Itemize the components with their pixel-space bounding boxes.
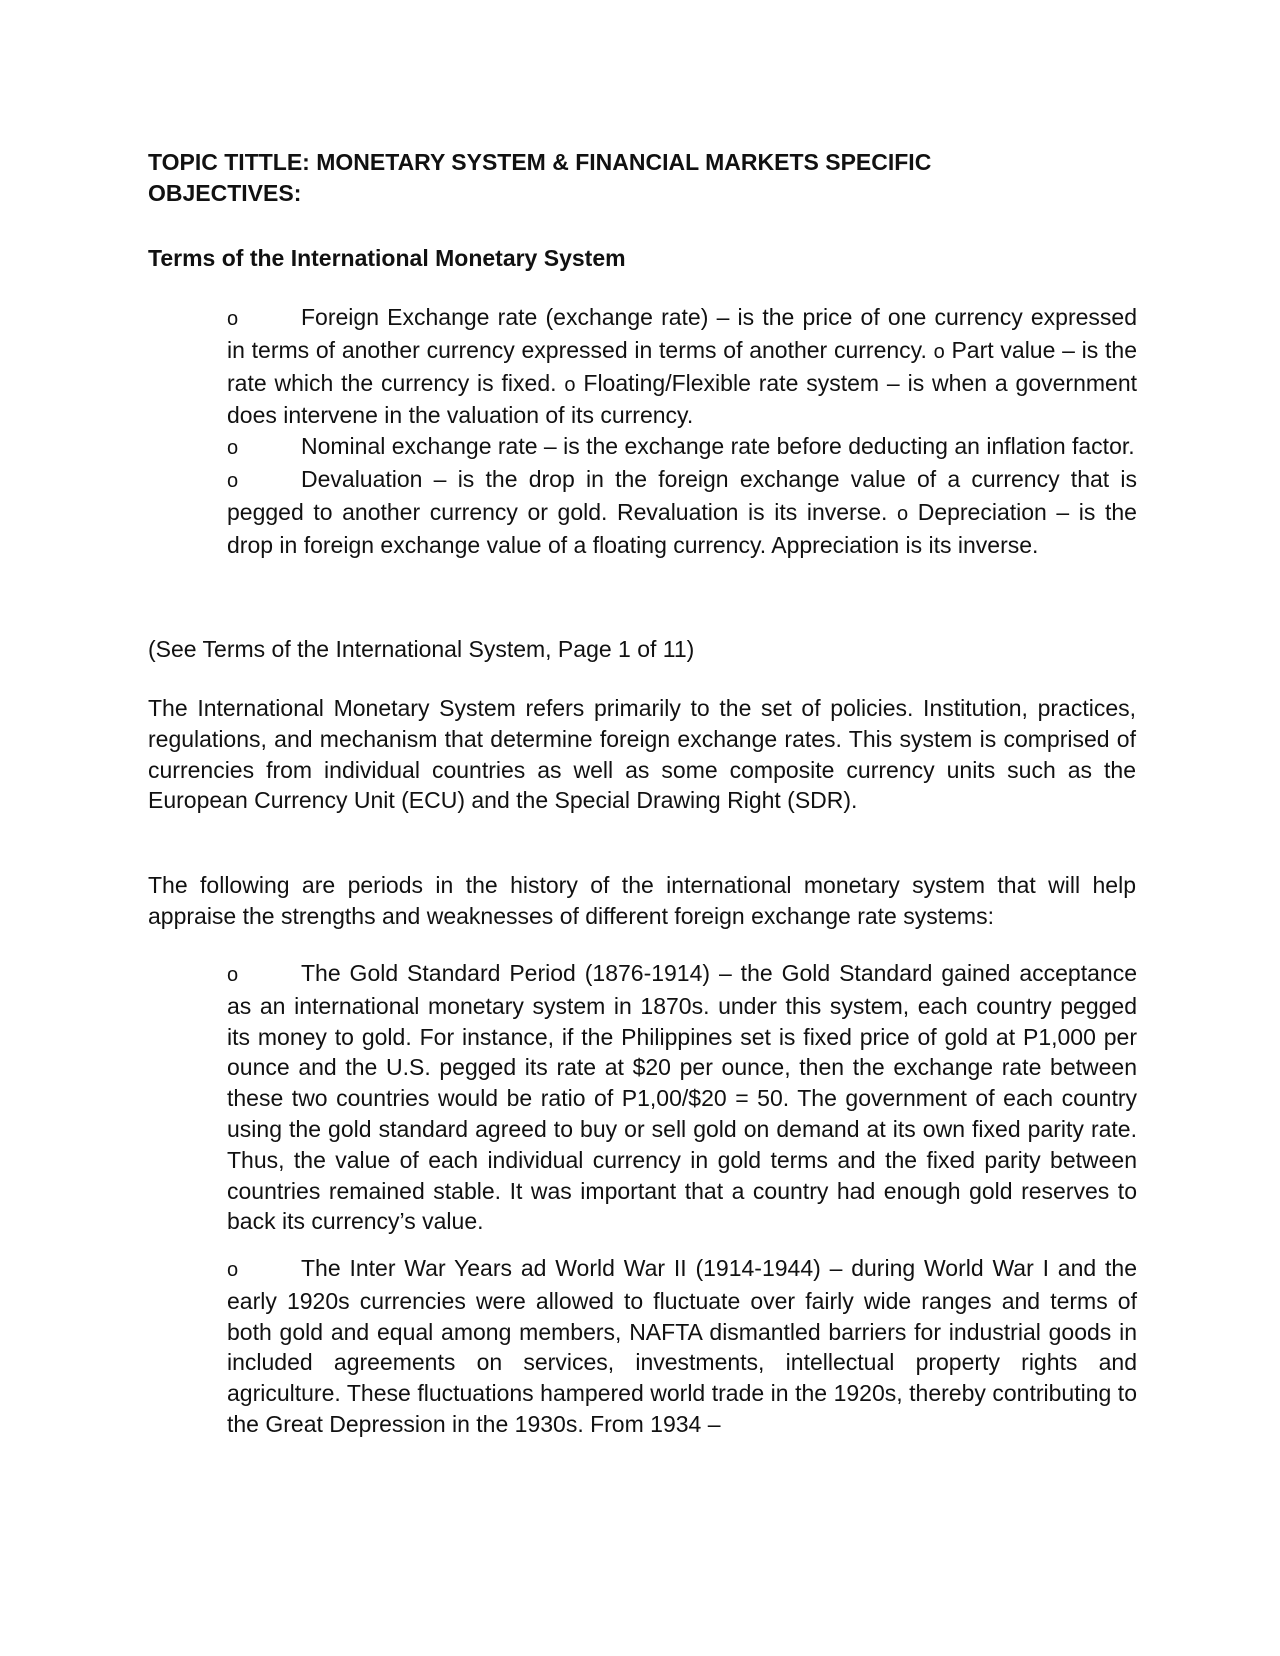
bullet-icon: o <box>227 437 239 460</box>
term-nominal-exchange-rate: Nominal exchange rate – is the exchange rate before deducting an inflation factor. <box>301 433 1135 460</box>
term-item <box>227 431 1137 464</box>
list-item <box>227 958 1137 1237</box>
terms-list <box>227 302 1137 560</box>
reference-note: (See Terms of the International System, Page 1 of 11) <box>148 636 695 662</box>
gold-standard-text: The Gold Standard Period (1876-1914) – the Gold Standard gained acceptance as an international monetary system in 1870s. under this system, each country pegged its money to gold. For instance, if the Philippines set is fixed price of gold at P1,000 per ounce and the U.S. pegged its rate at $20 per ounce, then the exchange rate between these two countries would be ratio of P1,00/$20 = 50. The government of each country using the gold standard agreed to buy or sell gold on demand at its own fixed parity rate. Thus, the value of each individual currency in gold terms and the fixed parity between countries remained stable. It was important that a country had enough gold reserves to back its currency’s value. <box>227 960 1137 1235</box>
term-devaluation: Devaluation – is the drop in the foreign exchange value of a currency that is pegged to another currency or gold. Revaluation is its inverse. <box>227 465 1137 525</box>
term-depreciation: Depreciation – is the drop in foreign exchange value of a floating currency. Appreciation is its inverse. <box>227 498 1137 558</box>
term-item <box>227 302 1137 431</box>
bullet-icon: o <box>227 1259 239 1281</box>
bullet-icon: o <box>564 373 576 396</box>
intro-paragraph: The International Monetary System refers primarily to the set of policies. Institution, practices, regulations, and mechanism that determine foreign exchange rates. This system is comprised of currencies from individual countries as well as some composite currency units such as the European Currency Unit (ECU) and the Special Drawing Right (SDR). <box>148 695 1136 814</box>
term-part-value: Part value – is the rate which the currency is fixed. <box>227 336 1137 396</box>
topic-title: TOPIC TITTLE: MONETARY SYSTEM & FINANCIAL MARKETS SPECIFIC OBJECTIVES: <box>148 149 932 206</box>
inter-war-text: The Inter War Years ad World War II (1914-1944) – during World War I and the early 1920s currencies were allowed to fluctuate over fairly wide ranges and terms of both gold and equal among members, NAFTA dismantled barriers for industrial goods in included agreements on services, investments, intellectual property rights and agriculture. These fluctuations hampered world trade in the 1920s, thereby contributing to the Great Depression in the 1930s. From 1934 – <box>227 1255 1137 1437</box>
section-heading: Terms of the International Monetary System <box>148 245 626 271</box>
list-item <box>227 1253 1137 1440</box>
periods-intro: The following are periods in the history of the international monetary system that will help appraise the strengths and weaknesses of different foreign exchange rate systems: <box>148 872 1136 929</box>
term-foreign-exchange-rate: Foreign Exchange rate (exchange rate) – is the price of one currency expressed in terms of another currency expressed in terms of another currency. <box>227 304 1137 363</box>
bullet-icon: o <box>227 308 239 330</box>
term-item <box>227 464 1137 560</box>
period-inter-war <box>227 1253 1137 1440</box>
term-floating-rate: Floating/Flexible rate system – is when a government does intervene in the valuation of its currency. <box>227 369 1138 429</box>
bullet-icon: o <box>896 502 909 525</box>
bullet-icon: o <box>227 469 239 492</box>
period-gold-standard <box>227 958 1137 1237</box>
bullet-icon: o <box>227 964 239 986</box>
bullet-icon: o <box>933 340 945 363</box>
